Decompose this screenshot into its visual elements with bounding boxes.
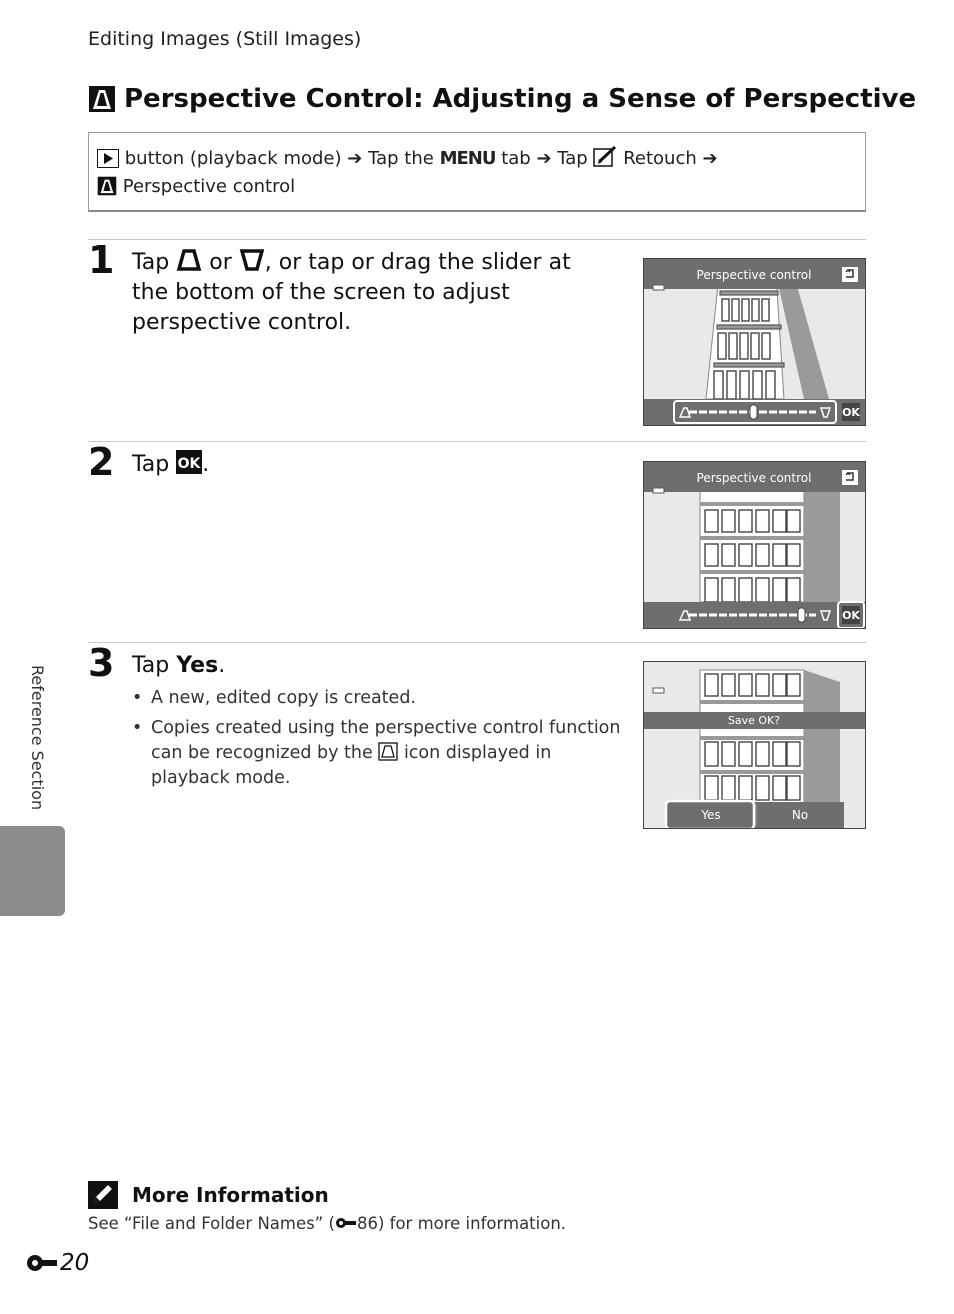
no-button-label: No xyxy=(791,808,809,822)
perspective-slider-handle[interactable] xyxy=(798,608,805,622)
bullet-text: A new, edited copy is created. xyxy=(151,688,416,708)
nav-part2: Tap the xyxy=(368,148,434,169)
more-info-text xyxy=(88,1214,566,1233)
battery-icon xyxy=(653,285,664,290)
step-1-post: , or tap or drag the slider at the bottom of the screen to adjust perspective control. xyxy=(132,250,571,335)
divider xyxy=(88,441,866,442)
yes-label: Yes xyxy=(176,653,219,678)
playback-icon xyxy=(97,149,119,168)
screen-1-perspective-control xyxy=(643,258,866,426)
step-3-text xyxy=(132,651,592,681)
screen-2-title: Perspective control xyxy=(696,471,812,485)
reference-section-icon xyxy=(335,1216,357,1230)
more-info-post: ) for more information. xyxy=(377,1214,567,1233)
save-prompt: Save OK? xyxy=(727,714,781,727)
list-item xyxy=(132,716,622,791)
perspective-down-icon xyxy=(239,248,265,272)
screen-2-perspective-control xyxy=(643,461,866,629)
more-info-pre: See “File and Folder Names” ( xyxy=(88,1214,335,1233)
battery-icon xyxy=(653,488,664,493)
step-2-pre: Tap xyxy=(132,452,170,477)
nav-arrow: ➔ xyxy=(702,148,718,169)
ok-icon[interactable] xyxy=(842,403,860,421)
step-1-text xyxy=(132,248,612,338)
back-icon[interactable] xyxy=(842,267,858,282)
step-3-bullets xyxy=(132,686,622,796)
perspective-slider-handle[interactable] xyxy=(750,405,757,419)
screen-3-save-confirmation xyxy=(643,661,866,829)
perspective-control-icon xyxy=(88,85,116,113)
page-number-text: 20 xyxy=(60,1250,90,1276)
nav-arrow: ➔ xyxy=(536,148,552,169)
ok-icon[interactable] xyxy=(842,606,860,624)
reference-section-icon xyxy=(26,1253,58,1273)
more-info-heading-text: More Information xyxy=(132,1183,329,1207)
more-info-heading xyxy=(88,1181,329,1209)
menu-label: MENU xyxy=(439,148,496,169)
retouch-icon xyxy=(593,146,617,168)
running-header: Editing Images (Still Images) xyxy=(88,28,362,50)
step-1-pre: Tap xyxy=(132,250,170,275)
perspective-up-icon xyxy=(176,248,202,272)
ok-label: OK xyxy=(842,406,860,419)
divider xyxy=(88,642,866,643)
perspective-copy-icon xyxy=(378,742,398,761)
bullet-text: icon displayed in playback mode. xyxy=(151,743,552,788)
bullet-text: Copies created using the perspective control function can be recognized by the xyxy=(151,718,621,763)
nav-part5: Retouch xyxy=(623,148,697,169)
step-3-pre: Tap xyxy=(132,653,170,678)
side-section-label: Reference Section xyxy=(28,665,47,811)
back-icon[interactable] xyxy=(842,470,858,485)
step-3-post: . xyxy=(218,653,226,678)
page-title-text: Perspective Control: Adjusting a Sense of Perspective xyxy=(124,84,917,114)
perspective-control-icon xyxy=(97,176,117,196)
page-number xyxy=(26,1250,89,1276)
step-2-post: . xyxy=(202,452,210,477)
more-info-ref[interactable]: 86 xyxy=(356,1214,378,1233)
screen-1-title: Perspective control xyxy=(696,268,812,282)
ok-label: OK xyxy=(177,456,201,472)
step-1-mid: or xyxy=(209,250,232,275)
nav-part6: Perspective control xyxy=(122,176,296,197)
nav-arrow: ➔ xyxy=(347,148,363,169)
nav-part1: button (playback mode) xyxy=(124,148,342,169)
section-tab xyxy=(0,826,65,916)
battery-icon xyxy=(653,688,664,693)
yes-button-label: Yes xyxy=(701,808,721,822)
navigation-path-box xyxy=(88,132,866,212)
step-number: 3 xyxy=(88,641,115,685)
nav-part3: tab xyxy=(501,148,531,169)
ok-label: OK xyxy=(842,609,860,622)
list-item xyxy=(132,686,622,711)
page-title xyxy=(88,84,916,114)
note-pencil-icon xyxy=(88,1181,118,1209)
divider xyxy=(88,239,866,240)
nav-part4: Tap xyxy=(557,148,588,169)
ok-icon xyxy=(176,450,202,474)
step-number: 2 xyxy=(88,440,115,484)
step-2-text xyxy=(132,450,592,480)
step-number: 1 xyxy=(88,238,115,282)
